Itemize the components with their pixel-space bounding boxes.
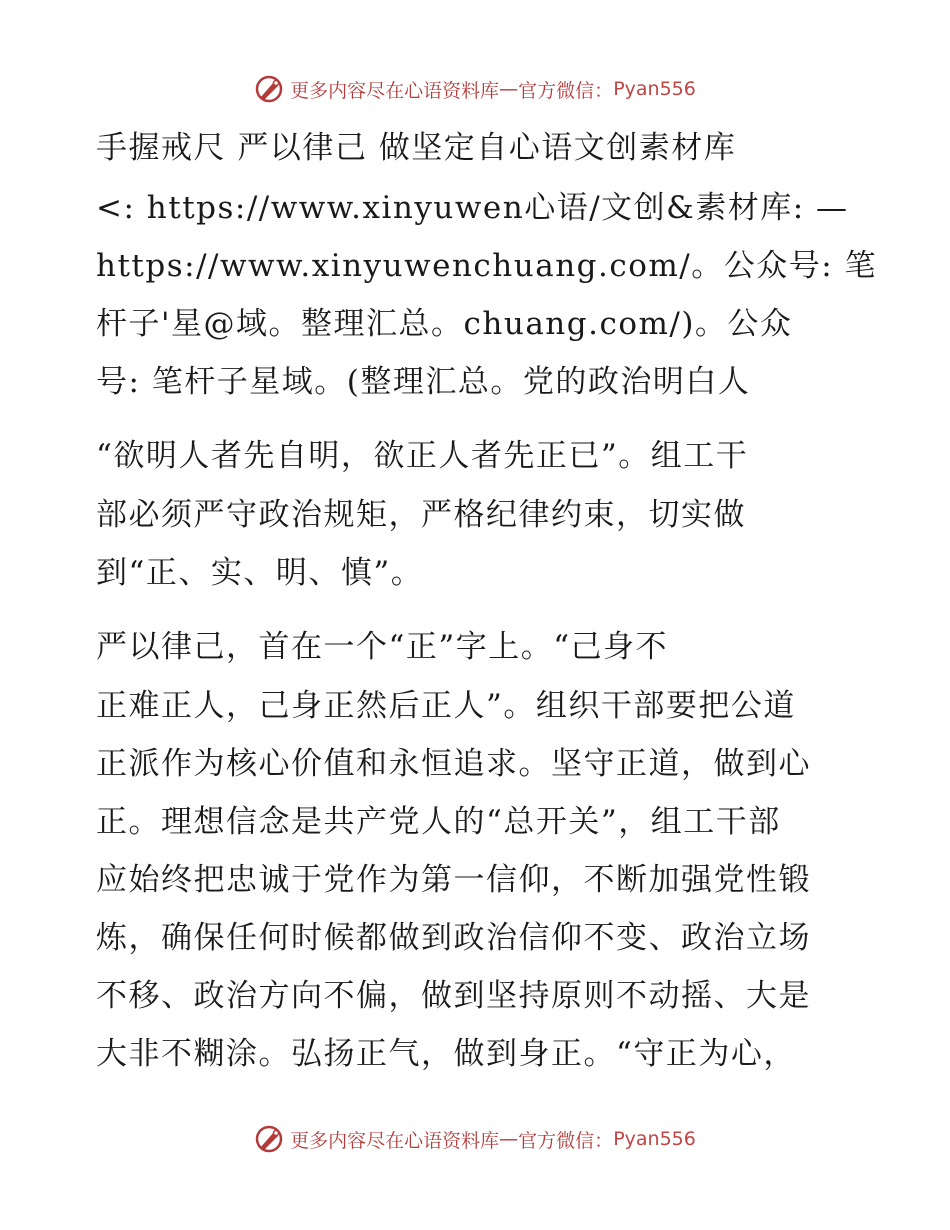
text-line: 正难正人，己身正然后正人”。组织干部要把公道 [96,688,796,724]
footer-banner [0,1124,950,1154]
text-line: “欲明人者先自明，欲正人者先正已”。组工干 [96,438,749,474]
text-line: 不移、政治方向不偏，做到坚持原则不动摇、大是 [96,978,811,1014]
banner-separator: — [499,1128,519,1150]
text-line: 正派作为核心价值和永恒追求。坚守正道，做到心 [96,746,811,782]
text-line: <: https://www.xinyuwen心语/文创&素材库: — [96,190,849,226]
text-line: 严以律己，首在一个“正”字上。“己身不 [96,629,669,665]
banner-text: 更多内容尽在心语资料库 [290,1129,500,1152]
text-line: 号: 笔杆子星域。(整理汇总。党的政治明白人 [96,364,751,400]
banner-wechat-id: Pyan556 [613,1128,696,1150]
header-banner [0,74,950,104]
pen-logo-icon [254,1124,284,1154]
banner-text: 更多内容尽在心语资料库 [290,79,500,102]
pen-logo-icon [254,74,284,104]
text-line: 正。理想信念是共产党人的“总开关”，组工干部 [96,804,781,840]
text-line: 大非不糊涂。弘扬正气，做到身正。“守正为心， [96,1036,796,1072]
text-line: https://www.xinyuwenchuang.com/。公众号: 笔 [96,248,878,284]
text-line: 部必须严守政治规矩，严格纪律约束，切实做 [96,497,746,533]
text-line: 应始终把忠诚于党作为第一信仰，不断加强党性锻 [96,862,811,898]
text-line: 炼，确保任何时候都做到政治信仰不变、政治立场 [96,920,811,956]
text-line: 到“正、实、明、慎”。 [96,555,424,591]
banner-wechat-id: Pyan556 [613,78,696,100]
banner-wechat-label: 官方微信： [518,1129,614,1152]
banner-separator: — [499,78,519,100]
text-line: 杆子'星@域。整理汇总。chuang.com/)。公众 [96,306,793,342]
text-line: 手握戒尺 严以律己 做坚定自心语文创素材库 [96,130,737,166]
banner-wechat-label: 官方微信： [518,79,614,102]
